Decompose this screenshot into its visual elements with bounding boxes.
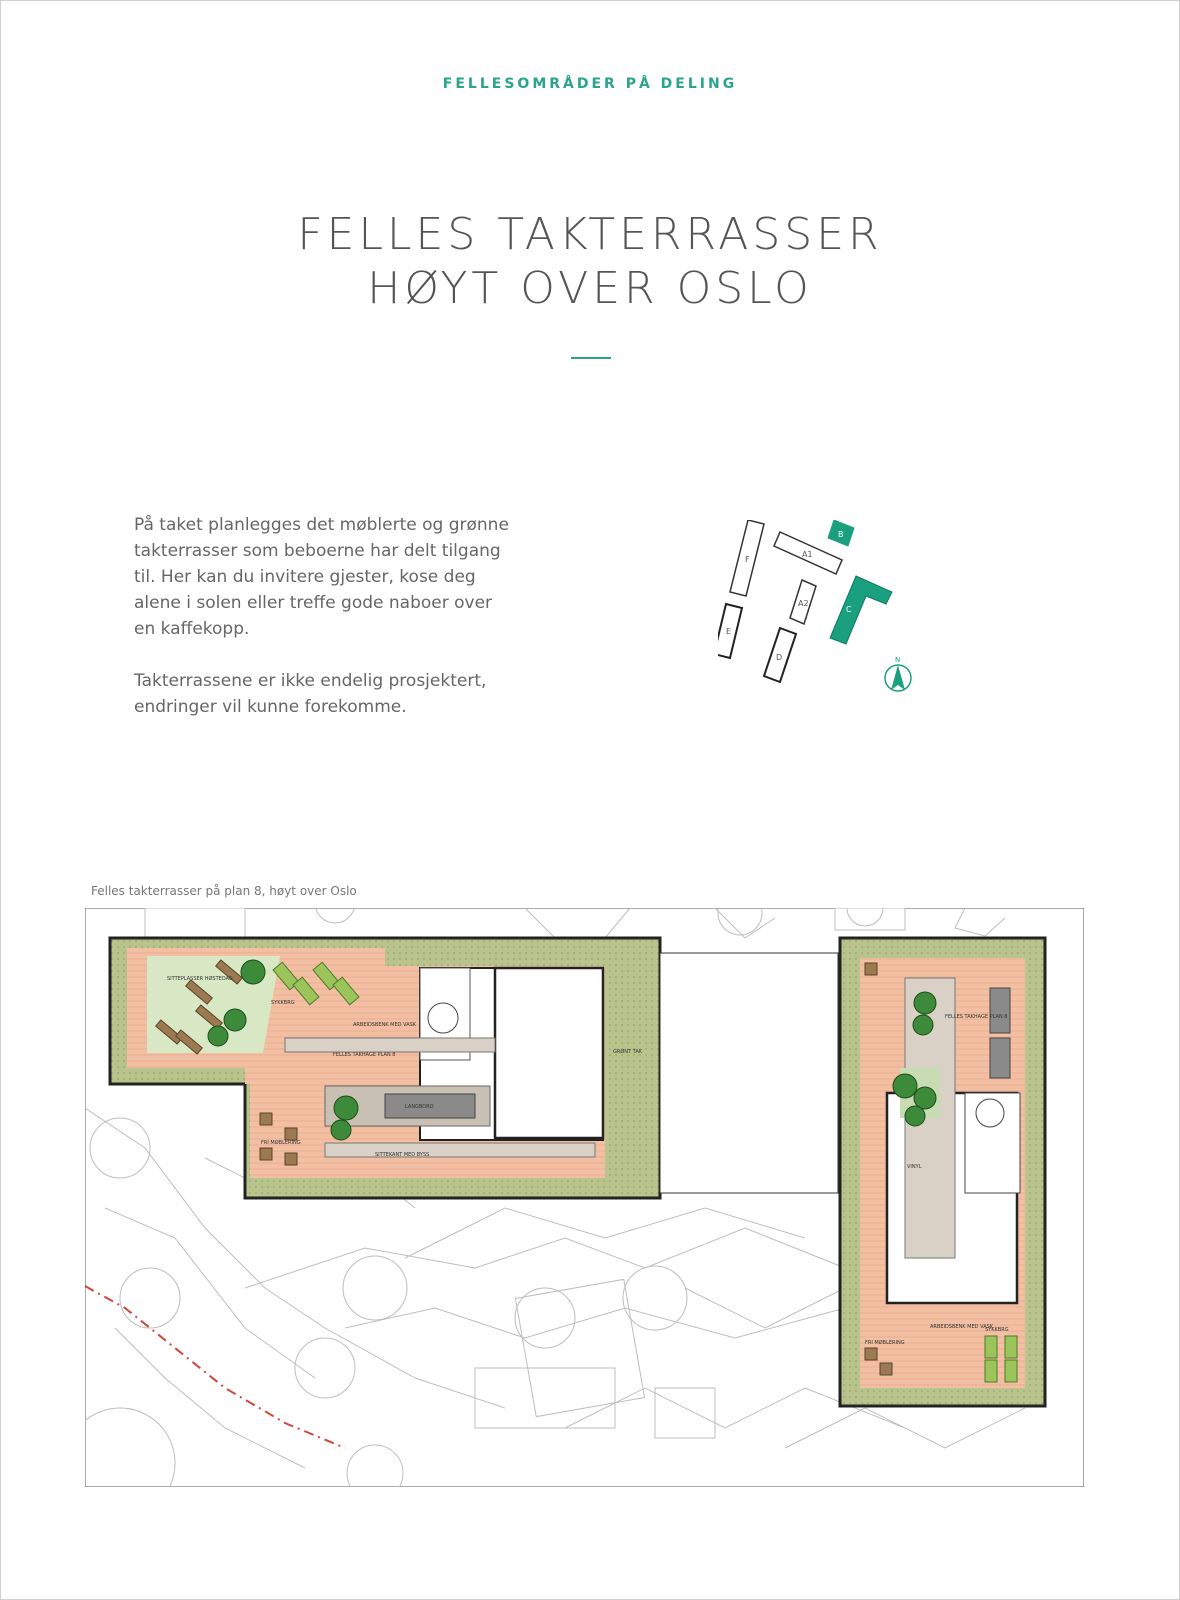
svg-text:D: D [776, 653, 783, 662]
building-A2 [790, 580, 816, 624]
label-felles-2: FELLES TAKHAGE PLAN 8 [945, 1014, 1008, 1020]
label-sykkel: SYKKBRG [271, 1000, 295, 1006]
label-felles-1: FELLES TAKHAGE PLAN 8 [333, 1052, 396, 1058]
north-arrow-icon [885, 656, 911, 691]
svg-text:N: N [895, 656, 901, 664]
section-eyebrow: FELLESOMRÅDER PÅ DELING [442, 76, 738, 92]
intro-paragraph-1: På taket planlegges det møblerte og grønne takterrasser som beboerne har delt tilgang til. Her kan du invitere gjester, kose deg alene i solen eller treffe gode naboer over en kaffekopp. [134, 515, 509, 639]
page-title [0, 208, 1180, 316]
svg-text:C: C [846, 605, 852, 614]
svg-text:A1: A1 [802, 550, 813, 559]
right-roof-terrace [840, 938, 1045, 1406]
building-D [764, 628, 796, 682]
title-line-1: FELLES TAKTERRASSER [297, 209, 883, 260]
plan-caption: Felles takterrasser på plan 8, høyt over Oslo [91, 884, 357, 898]
intro-paragraph-2: Takterrassene er ikke endelig prosjektert, endringer vil kunne forekomme. [134, 671, 487, 717]
roof-terrace-floor-plan [85, 908, 1084, 1487]
title-line-2: HØYT OVER OSLO [367, 263, 813, 314]
label-moblering-2: FRI MØBLERING [865, 1340, 905, 1346]
building-B [828, 520, 854, 546]
svg-text:F: F [745, 555, 750, 564]
label-gront-tak: GRØNT TAK [613, 1049, 643, 1055]
svg-text:A2: A2 [798, 599, 809, 608]
svg-text:E: E [726, 627, 732, 636]
label-langbord: LANGBORD [405, 1104, 434, 1110]
label-sykkel-2: SYKKBRG [985, 1327, 1009, 1333]
building-C [830, 576, 892, 644]
label-moblering: FRI MØBLERING [261, 1140, 301, 1146]
intro-text [134, 512, 509, 746]
label-arbeid-2: ARBEIDSBENK MED VASK [930, 1324, 994, 1330]
label-arbeid-1: ARBEIDSBENK MED VASK [353, 1022, 417, 1028]
building-F [730, 520, 764, 596]
label-vinyl: VINYL [907, 1164, 922, 1170]
title-divider [571, 357, 611, 359]
svg-text:B: B [838, 530, 844, 539]
building-E [718, 604, 742, 658]
label-sittekant: SITTEKANT MED BYSS [375, 1152, 430, 1158]
label-sitteplasser: SITTEPLASSER HØSTEDAG [167, 976, 233, 982]
site-key-map [718, 520, 918, 710]
